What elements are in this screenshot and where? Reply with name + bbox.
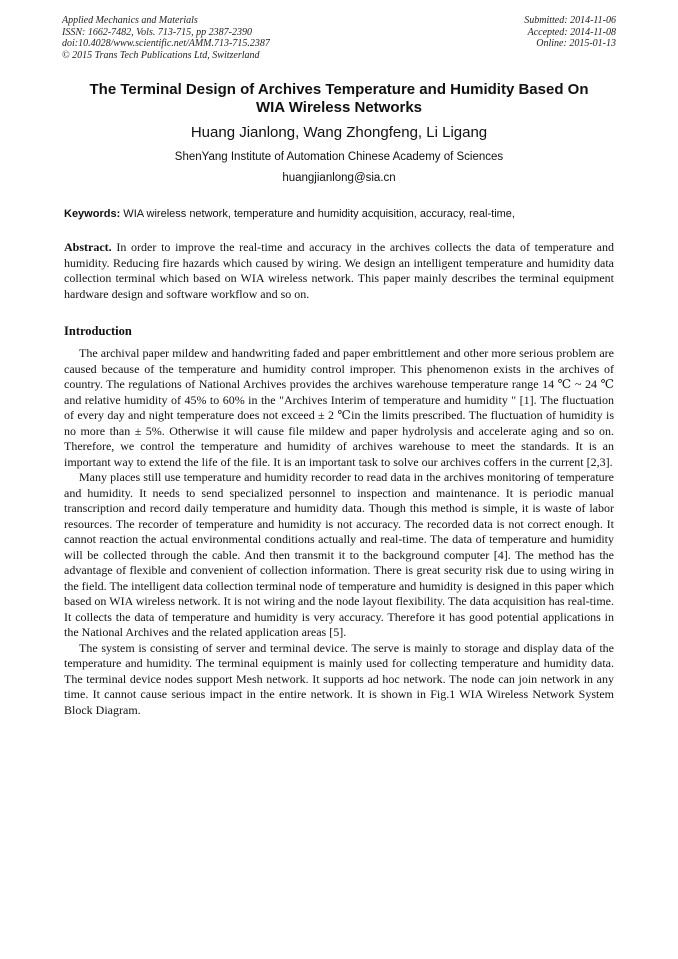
keywords-label: Keywords: (64, 208, 121, 220)
intro-paragraph-2: Many places still use temperature and humidity recorder to read data in the archives monitoring of temperature and humidity. It needs to send specialized personnel to inspection and maintenance. It is periodic manual transcription and record daily temperature and humidity data. Though this method is simple, it is waste of labor resources. The recorder of temperature and humidity is not accuracy. The recorded data is not correct enough. It cannot reaction the actual environmental conditions actually and real-time. The data of temperature and humidity will be collected through the cable. And then transmit it to the background computer [4]. The method has the advantage of flexible and convenient of collection information. There is great security risk due to using wiring in the field. The intelligent data collection terminal node of temperature and humidity is designed in this paper which based on WIA wireless network. It is not wiring and the node layout flexibility. The data acquisition has real-time. It collects the data of temperature and humidity is very accuracy. Therefore it has good potential applications in the National Archives and the related application areas [5]. (64, 470, 614, 639)
abstract-text: In order to improve the real-time and accuracy in the archives collects the data of temperature and humidity. Reducing fire hazards which caused by wiring. We design an intelligent temperature and humidity data collection terminal which based on WIA wireless network. This paper mainly describes the terminal equipment hardware design and software workflow and so on. (64, 240, 614, 301)
section-heading-introduction: Introduction (64, 324, 132, 338)
introduction-body (64, 346, 614, 718)
abstract (64, 240, 614, 302)
journal-name: Applied Mechanics and Materials (62, 15, 198, 26)
intro-paragraph-3: The system is consisting of server and terminal device. The serve is mainly to storage and display data of the temperature and humidity. The terminal equipment is mainly used for collecting temperature and humidity data. The terminal device nodes support Mesh network. It supports ad hoc network. The node can join network in any time. It cannot cause serious impact in the entire network. It is shown in Fig.1 WIA Wireless Network System Block Diagram. (64, 640, 614, 717)
submitted-date: Submitted: 2014-11-06 (524, 15, 616, 26)
author-email: huangjianlong@sia.cn (282, 172, 396, 184)
paper-title (40, 81, 638, 117)
intro-paragraph-1: The archival paper mildew and handwriting faded and paper embrittlement and other more serious problem are caused because of the temperature and humidity control improper. This phenomenon exists in the archives of country. The regulations of National Archives provides the archives warehouse temperature range 14 ℃ ~ 24 ℃ and relative humidity of 45% to 60% in the "Archives Interim of temperature and humidity " [1]. The fluctuation of every day and night temperature does not exceed ± 2 ℃in the limits prescribed. The fluctuation of humidity is no more than ± 5%. Otherwise it will cause file mildew and paper hydrolysis and accelerate aging and so on. Therefore, we control the temperature and humidity of archives warehouse to meet the standards. It is an important way to extend the life of the file. It is an important task to solve our archives coffers in the current [2,3]. (64, 346, 614, 469)
accepted-date: Accepted: 2014-11-08 (527, 26, 616, 38)
title-line-2: WIA Wireless Networks (255, 99, 423, 116)
title-line-1: The Terminal Design of Archives Temperature and Humidity Based On (89, 81, 589, 98)
online-date: Online: 2015-01-13 (536, 38, 616, 49)
journal-info (62, 15, 270, 61)
affiliation: ShenYang Institute of Automation Chinese Academy of Sciences (174, 151, 504, 163)
authors: Huang Jianlong, Wang Zhongfeng, Li Ligang (190, 124, 488, 141)
issn-line: ISSN: 1662-7482, Vols. 713-715, pp 2387-2390 (62, 26, 252, 38)
doi-line: doi:10.4028/www.scientific.net/AMM.713-715.2387 (62, 38, 270, 49)
abstract-label: Abstract. (64, 240, 112, 254)
keywords-text: WIA wireless network, temperature and humidity acquisition, accuracy, real-time, (120, 208, 515, 220)
keywords (64, 207, 614, 221)
copyright-line: © 2015 Trans Tech Publications Ltd, Switzerland (62, 49, 260, 61)
submission-dates (524, 15, 616, 50)
